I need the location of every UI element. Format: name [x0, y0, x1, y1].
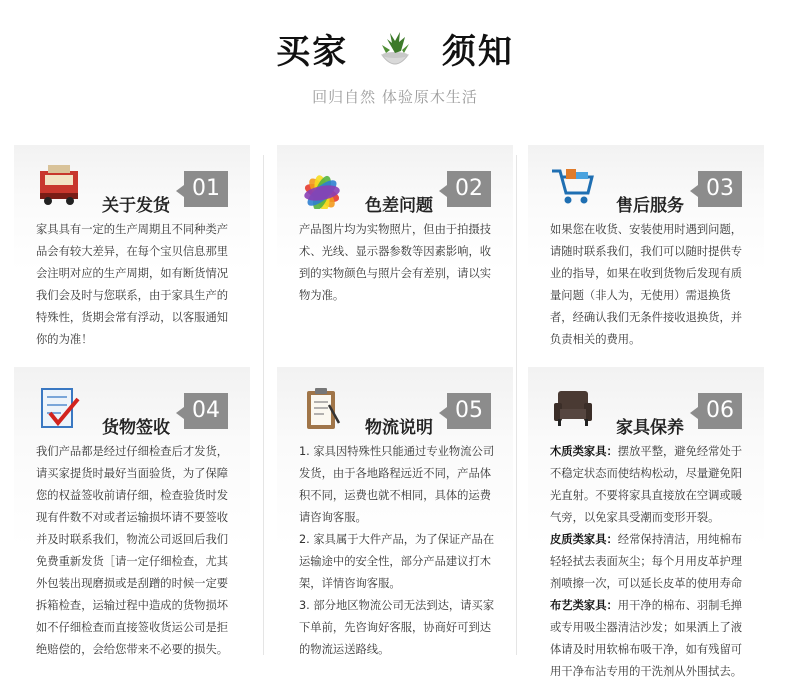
- page-title: [0, 28, 790, 75]
- card-after-sales: [528, 145, 764, 355]
- card-number-badge: 04: [184, 393, 228, 429]
- card-title: 关于发货: [102, 196, 170, 216]
- card-number-badge: 06: [698, 393, 742, 429]
- card-title: 色差问题: [365, 196, 433, 216]
- title-right: 须知: [441, 32, 514, 72]
- card-receipt: [14, 367, 250, 667]
- care-section: 木质类家具：摆放平整，避免经常处于不稳定状态而使结构松动，尽量避免阳光直射。不要将家具直接放在空调或暖气旁，以免家具受潮而变形开裂。: [550, 445, 743, 524]
- card-logistics: [277, 367, 513, 667]
- card-title: 物流说明: [365, 418, 433, 438]
- armchair-icon: [550, 385, 596, 431]
- checklist-icon: [36, 385, 82, 431]
- care-section: 布艺类家具：用干净的棉布、羽制毛掸或专用吸尘器清洁沙发；如果洒上了液体请及时用软棉布吸干净，如有残留可用干净布沾专用的干洗剂从外围拭去。: [550, 599, 743, 678]
- card-text: 产品图片均为实物照片，但由于拍摄技术、光线、显示器参数等因素影响，收到的实物颜色与照片会有差别，请以实物为准。: [299, 223, 492, 302]
- card-title: 家具保养: [616, 418, 684, 438]
- card-furniture-care: [528, 367, 764, 678]
- notice-grid: [0, 135, 790, 681]
- card-color-difference: [277, 145, 513, 355]
- card-shipping: [14, 145, 250, 355]
- card-number-badge: 02: [447, 171, 491, 207]
- list-item: 2. 家具属于大件产品，为了保证产品在运输途中的安全性，部分产品建议打木架，详情咨询客服。: [299, 533, 495, 590]
- list-item: 3. 部分地区物流公司无法到达，请买家下单前，先咨询好客服，协商好可到达的物流运送路线。: [299, 599, 495, 656]
- care-section: 皮质类家具：经常保持清洁，用纯棉布轻轻拭去表面灰尘；每个月用皮革护理剂喷擦一次，可以延长皮革的使用寿命: [550, 533, 743, 590]
- card-title: 货物签收: [102, 418, 170, 438]
- card-list: [299, 441, 497, 661]
- shopping-cart-icon: [550, 163, 596, 209]
- color-palette-icon: [299, 163, 345, 209]
- column-divider: [263, 155, 264, 655]
- card-text: 家具具有一定的生产周期且不同种类产品会有较大差异，在每个宝贝信息那里会注明对应的生产周期，如有断货情况我们会及时与您联系，由于家具生产的特殊性，货期会常有浮动，以客服通知你的为准！: [36, 223, 229, 346]
- card-sections: [550, 441, 748, 683]
- clipboard-icon: [299, 385, 345, 431]
- card-text: 如果您在收货、安装使用时遇到问题，请随时联系我们，我们可以随时提供专业的指导，如果在收到货物后发现有质量问题（非人为，无使用）需退换货者，经确认我们无条件接收退换货，并负责相关的费用。: [550, 223, 743, 346]
- title-left: 买家: [276, 32, 349, 72]
- column-divider: [516, 155, 517, 655]
- page-header: [0, 0, 790, 120]
- card-text: 我们产品都是经过仔细检查后才发货，请买家提货时最好当面验货，为了保障您的权益签收前请仔细，检查验货时发现有件数不对或者运输损坏请不要签收并及时联系我们，物流公司返回后我们免费重新发货［请一定仔细检查，尤其外包装出现磨损或是刮蹭的时候一定要拆箱检查，运输过程中造成的货物损坏如不仔细检查而直接签收货运公司是拒绝赔偿的，会给您带来不必要的损失。: [36, 445, 229, 656]
- potted-plant-icon: [372, 29, 418, 75]
- card-number-badge: 01: [184, 171, 228, 207]
- card-title: 售后服务: [616, 196, 684, 216]
- page-subtitle: 回归自然 体验原木生活: [312, 88, 478, 106]
- card-number-badge: 03: [698, 171, 742, 207]
- card-number-badge: 05: [447, 393, 491, 429]
- delivery-truck-icon: [36, 163, 82, 209]
- list-item: 1. 家具因特殊性只能通过专业物流公司发货，由于各地路程远近不同，产品体积不同，运费也就不相同，具体的运费请咨询客服。: [299, 445, 495, 524]
